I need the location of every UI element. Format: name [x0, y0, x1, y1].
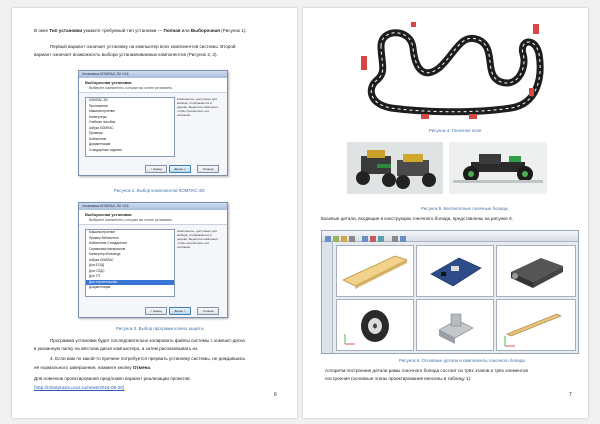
page-number-right: 7 — [569, 392, 572, 398]
cancel-keyword: Отмена — [132, 365, 150, 370]
wheel-part — [337, 300, 413, 350]
component-description: Компоненты, доступные для выбора, отображаются в дереве. Выделите компонент, чтобы просмотреть его описание. — [177, 97, 219, 117]
tree-item[interactable]: Стандартные изделия — [89, 147, 122, 152]
paragraph-2-line-2: в указанную папку на жёстком диске компьютера, а затем распаковывать их. — [34, 346, 199, 351]
right-text-2-line-1: Алгоритм построения детали рамы гоночного болида состоит из трёх этапов и трёх элементов — [325, 368, 528, 373]
controller-board-part — [417, 246, 493, 296]
toolbar-icons — [322, 234, 578, 244]
paragraph-3-end: . — [149, 365, 152, 370]
track-marker — [361, 56, 367, 70]
intro-bold-install-type: Тип установки — [49, 28, 83, 33]
plank-part — [337, 246, 413, 296]
back-button[interactable]: < Назад — [145, 307, 167, 315]
install-dialog-components — [78, 70, 228, 176]
back-button[interactable]: < Назад — [145, 165, 167, 173]
figure-6-caption: Рисунок 6. Основные детали и компоненты гоночного болида — [399, 358, 525, 363]
track-marker — [529, 88, 534, 96]
dialog-title: Установка КОМПАС-3D V16 — [79, 203, 227, 210]
tree-item[interactable]: Конвертеры — [89, 114, 107, 119]
paragraph-1-line-2: вариант означает возможность выбора устанавливаемых компонентов (Рисунок 2, 3). — [34, 52, 218, 57]
tree-item[interactable]: Справочник материалов — [89, 246, 126, 251]
right-text-1: Базовые детали, входящие в конструкцию гоночного болида, представлены на рисунке 6. — [321, 216, 513, 221]
intro-text: В окне — [34, 28, 50, 33]
robot-car-image — [449, 142, 547, 194]
robot-photo-1 — [347, 142, 443, 194]
tree-item[interactable]: Учебные пособия — [89, 120, 116, 124]
right-text-2-line-2: построения (основные этапы проектирования внесены в таблицу 1). — [325, 376, 472, 381]
figure-4-caption: Рисунок 4. Гоночное поле — [429, 128, 482, 133]
tree-item[interactable]: Приложения — [89, 103, 108, 108]
tree-item[interactable]: Конвертер eDrawings — [89, 252, 121, 256]
tree-item[interactable]: Документация — [89, 142, 111, 146]
robot-photo-2 — [449, 142, 547, 194]
tree-item[interactable]: Библиотеки — [89, 136, 107, 141]
install-dialog-dongle — [78, 202, 228, 318]
viewport-wheel[interactable] — [336, 299, 414, 351]
cancel-button[interactable]: Отмена — [197, 307, 219, 315]
paragraph-4: Для новичков проектирования предложен вариант реализации проектов: — [34, 376, 191, 381]
track-marker — [469, 114, 477, 119]
intro-line — [34, 28, 247, 34]
paragraph-3-line-1: 4. Если вам по какой-то причине потребуется прервать установку системы, не дождавшись — [50, 356, 246, 361]
tree-item[interactable]: КОМПАС-3D — [89, 98, 108, 102]
tree-item[interactable]: Азбука КОМПАС — [89, 257, 114, 262]
next-button[interactable]: Далее > — [169, 165, 191, 173]
dialog-heading: Выборочная установка — [85, 80, 132, 85]
paragraph-3-line-2 — [34, 365, 151, 371]
race-track-figure — [351, 18, 549, 126]
track-marker — [421, 114, 429, 119]
intro-text-or: или — [180, 28, 191, 33]
cancel-button[interactable]: Отмена — [197, 165, 219, 173]
motor-part — [497, 246, 575, 296]
bracket-part — [417, 300, 493, 350]
tree-item[interactable]: Для ТП — [89, 274, 100, 278]
dialog-title: Установка КОМПАС-3D V16 — [79, 71, 227, 78]
right-page — [303, 8, 588, 418]
paragraph-3-text: её нормального завершения, нажмите кнопку — [34, 365, 133, 370]
paragraph-2-line-1: Программа установки будет последовательно копировать файлы системы с компакт-диска — [50, 338, 245, 343]
component-tree[interactable] — [85, 97, 175, 157]
left-page — [12, 8, 297, 418]
viewport-axle[interactable] — [496, 299, 576, 351]
tree-item[interactable]: Для ЕСКД — [89, 263, 105, 267]
tree-item[interactable]: Библиотека Стандартные — [89, 241, 128, 245]
tree-item[interactable]: Машиностроение — [89, 230, 116, 234]
dialog-header — [79, 210, 227, 225]
dialog-subheading: Выберите компоненты, которые вы хотите установить. — [89, 218, 173, 222]
cad-window — [321, 230, 579, 354]
component-description: Компоненты, доступные для выбора, отображаются в дереве. Выделите компонент, чтобы просмотреть его описание. — [177, 229, 219, 249]
tree-item-selected[interactable]: Для строительства — [86, 280, 174, 286]
figure-2-caption: Рисунок 2. Выбор компонентов КОМПАС-3D — [114, 188, 205, 193]
viewport-motor[interactable] — [496, 245, 576, 297]
cad-sidebar[interactable] — [322, 242, 333, 353]
intro-text-end: (Рисунок 1). — [219, 28, 247, 33]
tree-item[interactable]: Азбука КОМПАС — [89, 125, 114, 130]
tree-item[interactable]: Машиностроение — [89, 109, 116, 113]
next-button[interactable]: Далее > — [169, 307, 191, 315]
axle-part — [497, 300, 575, 350]
robot-car-image — [347, 142, 443, 194]
intro-bold-custom: Выборочная — [190, 28, 220, 33]
dialog-heading: Выборочная установка — [85, 212, 132, 217]
track-marker — [533, 24, 539, 34]
tree-item[interactable]: Пример библиотеки — [89, 235, 119, 240]
intro-bold-full: Полная — [163, 28, 181, 33]
figure-5-caption: Рисунок 5. Беспилотные гоночные болиды — [421, 206, 509, 211]
viewport-plank[interactable] — [336, 245, 414, 297]
cad-toolbar[interactable] — [322, 231, 578, 242]
track-line — [371, 33, 540, 112]
project-link[interactable]: (http://robotpraxis.ucoz.ru/news/2016-06-20) — [34, 385, 125, 390]
viewport-board[interactable] — [416, 245, 494, 297]
viewport-bracket[interactable] — [416, 299, 494, 351]
component-tree[interactable] — [85, 229, 175, 297]
tree-item[interactable]: Примеры — [89, 131, 103, 135]
tree-item[interactable]: Документация — [89, 285, 111, 289]
figure-3-caption: Рисунок 3. Выбор программ ключа защиты — [116, 326, 204, 331]
intro-text-mid: укажите требуемый тип установки — — [82, 28, 164, 33]
track-marker — [411, 22, 416, 27]
dialog-header — [79, 78, 227, 93]
race-track-illustration — [351, 18, 549, 126]
paragraph-1-line-1: Первый вариант означает установку на компьютер всех компонентов системы. Второй — [50, 44, 236, 49]
page-number-left: 6 — [274, 392, 277, 398]
dialog-subheading: Выберите компоненты, которые вы хотите установить. — [89, 86, 173, 90]
tree-item[interactable]: Для СПДС — [89, 268, 105, 273]
